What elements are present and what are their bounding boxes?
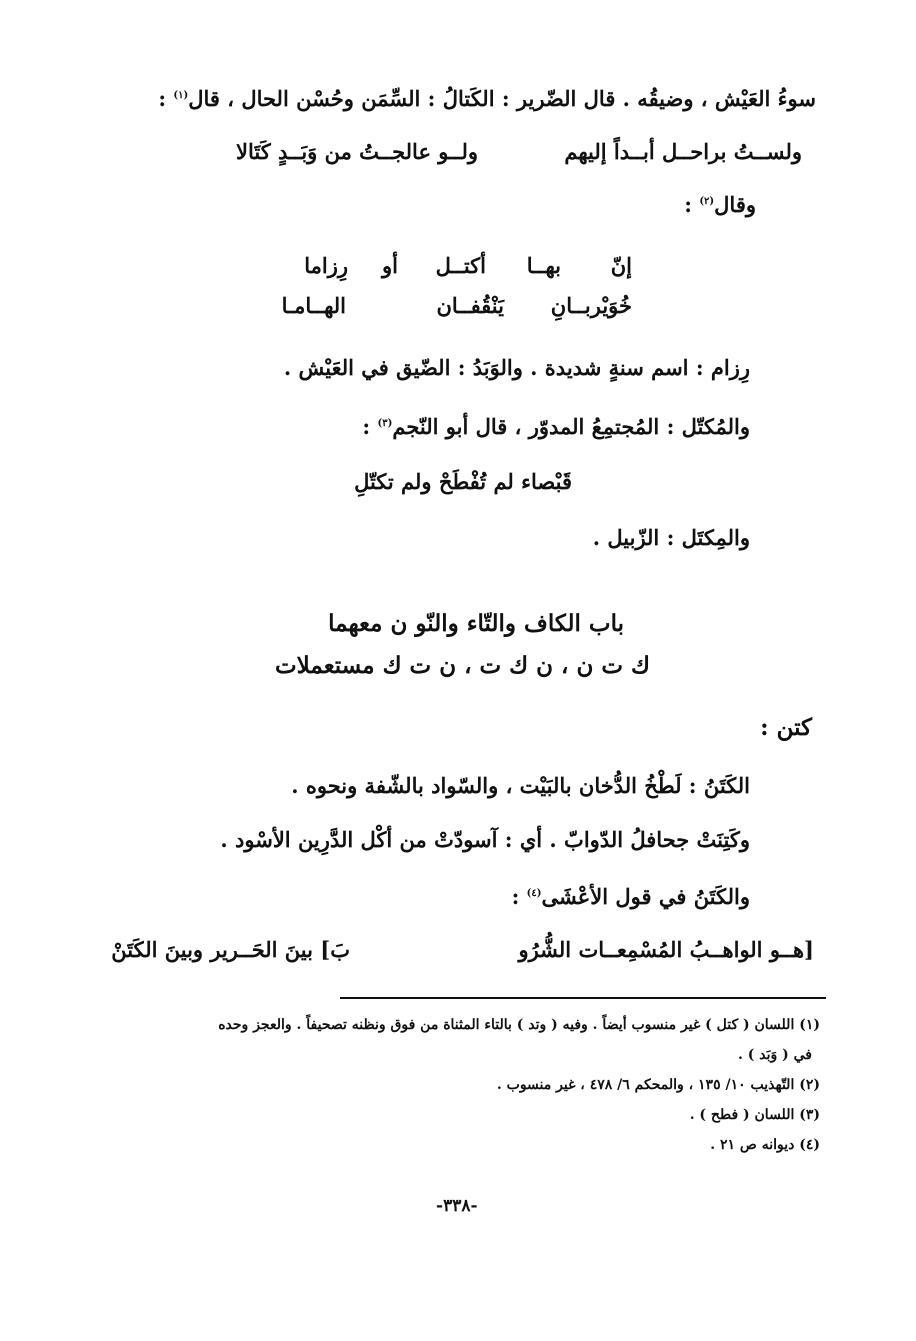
footnote-3: (٣) اللسان ( فطح ) . bbox=[689, 1107, 820, 1123]
entry-headword: كتن : bbox=[760, 714, 812, 741]
body-line-3-colon: : bbox=[684, 192, 700, 217]
footnote-marker-3: (٣) bbox=[377, 418, 393, 429]
entry-line-3-text: والكَتَنُ في قول الأعْشَى bbox=[541, 884, 750, 909]
verse-2b-word-2: يَنْقُفــان bbox=[436, 293, 504, 318]
footnote-1: (١) اللسان ( كتل ) غير منسوب أيضاً . وفيه ( وتد ) بالتاء المثناة من فوق ونظنه تصحيفاً . والعجز وحده bbox=[218, 1017, 820, 1033]
entry-line-1: الكَتَنُ : لَطْخُ الدُّخان بالبَيْت ، والسّواد بالشّفة ونحوه . bbox=[291, 773, 750, 798]
footnote-4: (٤) ديوانه ص ٢١ . bbox=[710, 1137, 820, 1153]
verse-2b-word-1: خُوَيْربــانِ bbox=[550, 293, 632, 318]
chapter-title: باب الكاف والتّاء والنّو ن معهما bbox=[328, 610, 624, 637]
entry-line-3-colon: : bbox=[511, 884, 527, 909]
footnote-marker-4: (٤) bbox=[526, 888, 542, 899]
body-line-5-text: والمُكتّل : المُجتمِعُ المدوّر ، قال أبو النّجم bbox=[392, 414, 750, 439]
footnote-2: (٢) التّهذيب ١٠/ ١٣٥ ، والمحكم ٦/ ٤٧٨ ، غير منسوب . bbox=[496, 1077, 820, 1093]
entry-verse-first-hemistich: [هــو الواهــبُ المُسْمِعــات الشُّرُو bbox=[518, 937, 814, 962]
body-line-4: رِزام : اسم سنةٍ شديدة . والوَبَدُ : الضّيق في العَيْش . bbox=[283, 355, 750, 380]
body-line-1-colon: : bbox=[158, 86, 174, 111]
body-line-5-colon: : bbox=[362, 414, 378, 439]
entry-verse-second-hemistich: بَ] بينَ الحَــرير وبينَ الكَتَنْ bbox=[111, 937, 350, 962]
verse-2-word-3: أكتــل bbox=[435, 253, 486, 278]
body-line-6: والمِكتَل : الزّبيل . bbox=[592, 525, 750, 550]
footnote-1-continued: في ( وَبَد ) . bbox=[738, 1047, 812, 1063]
footnote-marker-2: (٢) bbox=[699, 196, 715, 207]
footnote-marker-1: (١) bbox=[173, 90, 189, 101]
verse-1-first-hemistich: ولســتُ براحــل أبــداً إليهم bbox=[564, 139, 802, 164]
body-line-1-text: سوءُ العَيْش ، وضيقُه . قال الضّرير : الكَتالُ : السِّمَن وحُسْن الحال ، قال bbox=[188, 86, 816, 111]
chapter-subtitle: ك ت ن ، ن ك ت ، ن ت ك مستعملات bbox=[275, 652, 650, 679]
body-line-1 bbox=[158, 80, 816, 115]
verse-2-word-1: إنّ bbox=[610, 253, 632, 278]
entry-line-3 bbox=[512, 878, 750, 913]
body-line-5 bbox=[362, 408, 750, 443]
verse-2-word-4: أو bbox=[382, 253, 398, 278]
rajaz-hemistich: قَبْصاء لم تُفْطَحْ ولم تكتّلِ bbox=[354, 469, 572, 494]
body-line-3 bbox=[684, 186, 756, 221]
verse-2b-word-3: الهــامـا bbox=[281, 293, 346, 318]
verse-1-second-hemistich: ولــو عالجــتُ من وَبَــدٍ كَتَالا bbox=[235, 139, 478, 164]
body-line-3-text: وقال bbox=[714, 192, 756, 217]
verse-2-word-5: رِزاما bbox=[304, 253, 348, 278]
page-number: -٣٣٨- bbox=[436, 1196, 478, 1216]
entry-line-2: وكَتِنَتْ جحافلُ الدّوابّ . أي : آسودّتْ من أكْل الدَّرِين الأسْود . bbox=[220, 827, 750, 852]
verse-2-word-2: بهــا bbox=[526, 253, 561, 278]
footnote-separator bbox=[340, 997, 826, 999]
